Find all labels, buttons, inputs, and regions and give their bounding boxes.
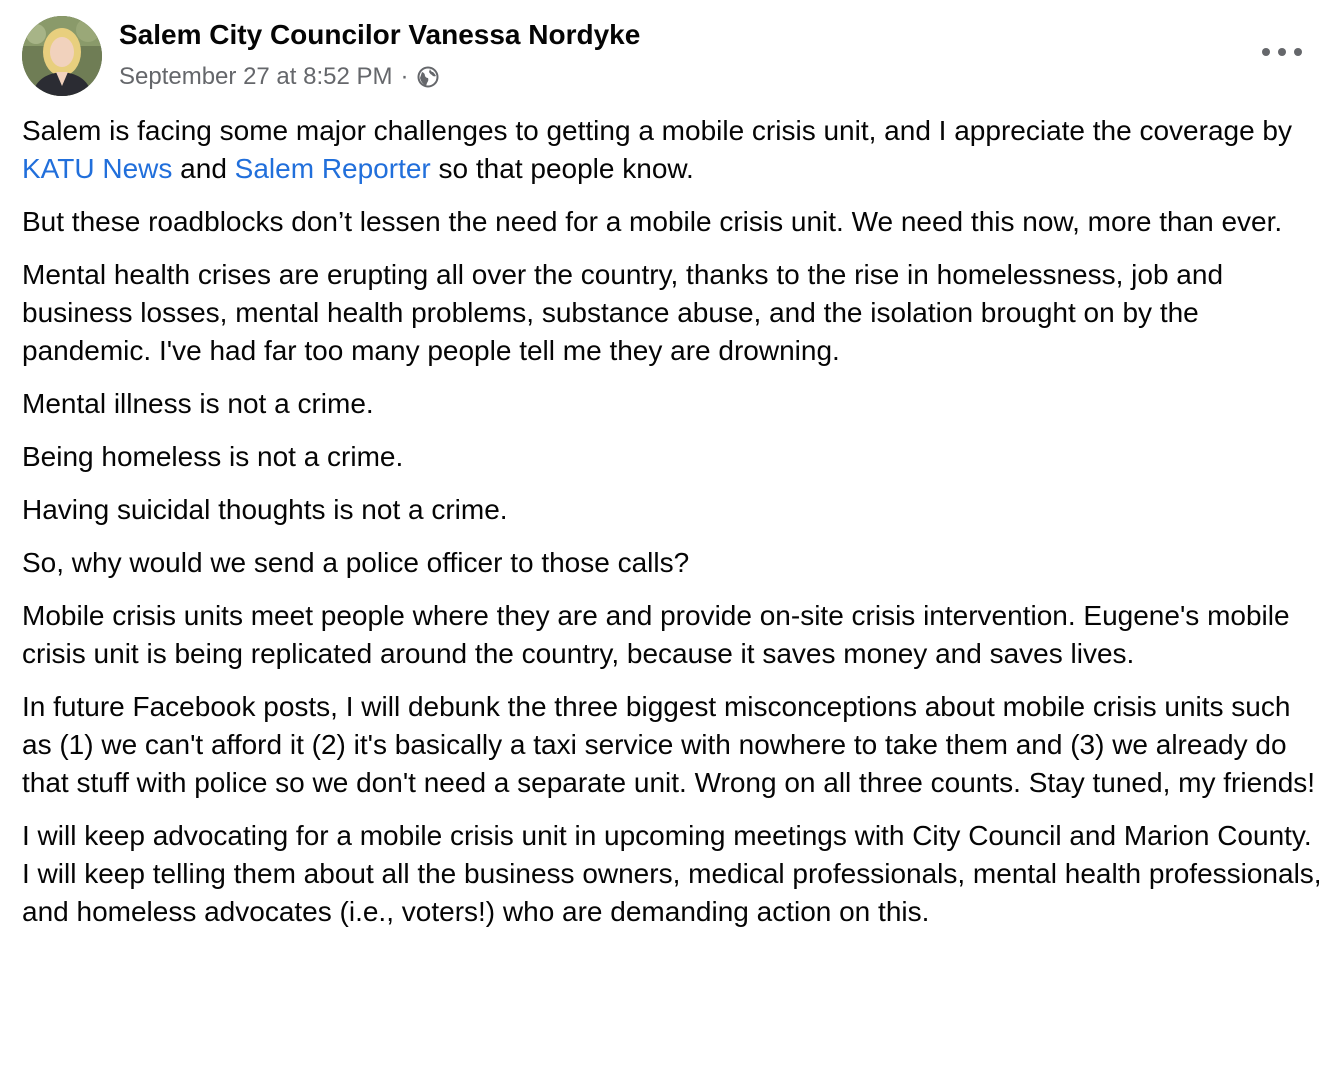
author-name[interactable]: Salem City Councilor Vanessa Nordyke <box>119 19 641 50</box>
paragraph-text: so that people know. <box>430 153 694 184</box>
post-paragraph-7: So, why would we send a police officer to those calls? <box>22 547 690 578</box>
salem-reporter-link[interactable]: Salem Reporter <box>234 153 431 184</box>
profile-photo <box>22 16 102 96</box>
post-paragraph-6: Having suicidal thoughts is not a crime. <box>22 494 508 525</box>
dot-icon <box>1262 48 1270 56</box>
avatar[interactable] <box>22 16 102 96</box>
post-paragraph-4: Mental illness is not a crime. <box>22 388 374 419</box>
paragraph-text: and <box>172 153 235 184</box>
post-body <box>22 112 1322 946</box>
post-meta <box>119 61 439 93</box>
globe-icon[interactable] <box>417 66 439 88</box>
dot-icon <box>1278 48 1286 56</box>
meta-separator: · <box>400 63 409 90</box>
more-options-icon[interactable] <box>1262 40 1302 64</box>
post-paragraph-5: Being homeless is not a crime. <box>22 441 404 472</box>
post-paragraph-10: I will keep advocating for a mobile crisis unit in upcoming meetings with City Council and Marion County. I will keep telling them about all the business owners, medical professionals, mental health professionals, and homeless advocates (i.e., voters!) who are demanding action on this. <box>22 820 1322 927</box>
post-paragraph-9: In future Facebook posts, I will debunk the three biggest misconceptions about mobile crisis units such as (1) we can't afford it (2) it's basically a taxi service with nowhere to take them and (3) we already do that stuff with police so we don't need a separate unit. Wrong on all three counts. Stay tuned, my friends! <box>22 691 1316 798</box>
post-paragraph-1 <box>22 112 1322 188</box>
post-paragraph-3: Mental health crises are erupting all over the country, thanks to the rise in homelessness, job and business losses, mental health problems, substance abuse, and the isolation brought on by the pandemic. I've had far too many people tell me they are drowning. <box>22 259 1224 366</box>
post-paragraph-8: Mobile crisis units meet people where they are and provide on-site crisis intervention. Eugene's mobile crisis unit is being replicated around the country, because it saves money and saves lives. <box>22 600 1290 669</box>
post-paragraph-2: But these roadblocks don’t lessen the need for a mobile crisis unit. We need this now, more than ever. <box>22 206 1283 237</box>
post-header <box>22 16 1312 98</box>
katu-news-link[interactable]: KATU News <box>22 153 173 184</box>
post-timestamp[interactable]: September 27 at 8:52 PM <box>119 63 393 90</box>
paragraph-text: Salem is facing some major challenges to getting a mobile crisis unit, and I appreciate the coverage by <box>22 115 1293 146</box>
dot-icon <box>1294 48 1302 56</box>
